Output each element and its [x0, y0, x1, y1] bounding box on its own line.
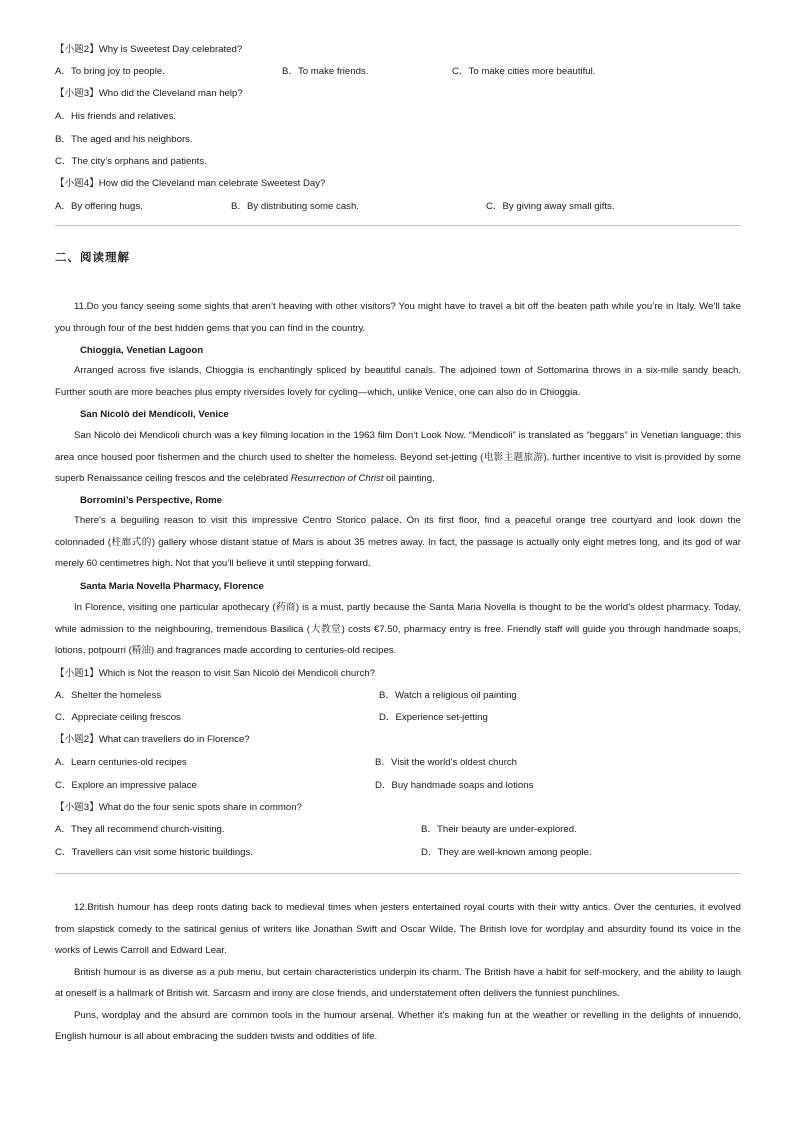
- option-a[interactable]: A．They all recommend church-visiting.: [55, 824, 225, 835]
- paragraph: Puns, wordplay and the absurd are common tools in the humour arsenal. Whether it's making fun at the weather or revelling in the delights of innuendo, English humour is all about embracing the sudden twists and oddities of life.: [55, 1009, 741, 1042]
- paragraph: 11.Do you fancy seeing some sights that aren’t heaving with other visitors? You might have to travel a bit off the beaten path while you’re in Italy. We’ll take you through four of the best hidden gems that you can find in the country.: [55, 301, 741, 334]
- question-stem: 【小题1】Which is Not the reason to visit San Nicolò dei Mendicoli church?: [55, 668, 375, 679]
- section-title: 二、阅读理解: [55, 250, 130, 264]
- paragraph: In Florence, visiting one particular apothecary (药商) is a must, partly because the Santa Maria Novella is thought to be the world’s oldest pharmacy. Today, while admission to the neighbouring, tremendous Basilica (大教堂) costs €7.50, pharmacy entry is free. Friendly staff will guide you through handmade soaps, lotions, potpourri (精油) and fragrances made according to centuries-old recipes.: [55, 602, 741, 656]
- option-b[interactable]: B．The aged and his neighbors.: [55, 134, 193, 145]
- option-c[interactable]: C．Explore an impressive palace: [55, 780, 197, 791]
- passage-paragraph: [55, 597, 741, 662]
- option-a[interactable]: A．By offering hugs.: [55, 201, 143, 212]
- option-b[interactable]: B．Watch a religious oil painting: [379, 690, 517, 701]
- option-b[interactable]: B．To make friends.: [282, 66, 369, 77]
- option-a[interactable]: A．His friends and relatives.: [55, 111, 177, 122]
- option-d[interactable]: D．They are well-known among people.: [421, 847, 592, 858]
- paragraph: British humour is as diverse as a pub menu, but certain characteristics underpin its charm. The British have a habit for self-mockery, and the ability to laugh at oneself is a hallmark of British wit. Sarcasm and irony are close friends, and understatement often delivers the funniest punchlines.: [55, 966, 741, 999]
- divider: [55, 873, 741, 874]
- question-stem: 【小题4】How did the Cleveland man celebrate Sweetest Day?: [55, 178, 326, 189]
- option-c[interactable]: C．The city’s orphans and patients.: [55, 156, 207, 167]
- option-b[interactable]: B．Visit the world’s oldest church: [375, 757, 518, 768]
- paragraph: Arranged across five islands, Chioggia is enchantingly spliced by beautiful canals. The adjoined town of Sottomarina throws in a six-mile sandy beach. Further south are more beaches plus empty riversides lovely for cycling—which, unlike Venice, one can also do in Chioggia.: [55, 365, 741, 398]
- question-stem: 【小题3】Who did the Cleveland man help?: [55, 88, 243, 99]
- option-b[interactable]: B．By distributing some cash.: [231, 201, 359, 212]
- paragraph-text: San Nicolò dei Mendicoli church was a key filming location in the 1963 film Don’t Look Now. “Mendicoli” is translated as “beggars” in Venetian language; this area once housed poor fishermen and the church used to shelter the homeless. Beyond set-jetting (电影主题旅游), further incentive to visit is provided by some superb Renaissance ceiling frescos and the celebrated: [55, 430, 741, 484]
- passage-12: [55, 897, 741, 1048]
- option-d[interactable]: D．Experience set-jetting: [379, 712, 488, 723]
- question-stem: 【小题2】Why is Sweetest Day celebrated?: [55, 44, 243, 55]
- option-c[interactable]: C．To make cities more beautiful.: [452, 66, 596, 77]
- option-d[interactable]: D．Buy handmade soaps and lotions: [375, 780, 534, 791]
- subheading: Santa Maria Novella Pharmacy, Florence: [80, 581, 264, 592]
- option-c[interactable]: C．Travellers can visit some historic buildings.: [55, 847, 253, 858]
- question-stem: 【小题3】What do the four senic spots share in common?: [55, 802, 302, 813]
- paragraph: 12.British humour has deep roots dating back to medieval times when jesters entertained royal courts with their witty antics. Over the centuries, it evolved from slapstick comedy to the satirical genius of writers like Jonathan Swift and Oscar Wilde. The British love for wordplay and absurdity found its voice in the works of Lewis Carroll and Edward Lear.: [55, 902, 741, 956]
- paragraph-text: oil painting.: [383, 473, 435, 484]
- option-a[interactable]: A．Shelter the homeless: [55, 690, 162, 701]
- divider: [55, 225, 741, 226]
- option-b[interactable]: B．Their beauty are under-explored.: [421, 824, 577, 835]
- option-a[interactable]: A．To bring joy to people.: [55, 66, 165, 77]
- passage-paragraph: [55, 425, 741, 490]
- passage-intro: [55, 296, 741, 339]
- passage-paragraph: [55, 360, 741, 403]
- option-c[interactable]: C．By giving away small gifts.: [486, 201, 615, 212]
- paragraph: There’s a beguiling reason to visit this impressive Centro Storico palace. On its first floor, find a peaceful orange tree courtyard and look down the colonnaded (柱廊式的) gallery whose distant statue of Mars is about 35 metres away. In fact, the passage is actually only eight metres long, and its god of war merely 60 centimetres high. Not that you’ll believe it until stepping forward.: [55, 515, 741, 569]
- option-c[interactable]: C．Appreciate ceiling frescos: [55, 712, 181, 723]
- subheading: San Nicolò dei Mendicoli, Venice: [80, 409, 229, 420]
- question-stem: 【小题2】What can travellers do in Florence?: [55, 734, 250, 745]
- option-a[interactable]: A．Learn centuries-old recipes: [55, 757, 187, 768]
- subheading: Chioggia, Venetian Lagoon: [80, 345, 204, 356]
- painting-title: Resurrection of Christ: [290, 473, 384, 484]
- passage-paragraph: [55, 510, 741, 575]
- subheading: Borromini’s Perspective, Rome: [80, 495, 222, 506]
- paragraph: [55, 425, 741, 490]
